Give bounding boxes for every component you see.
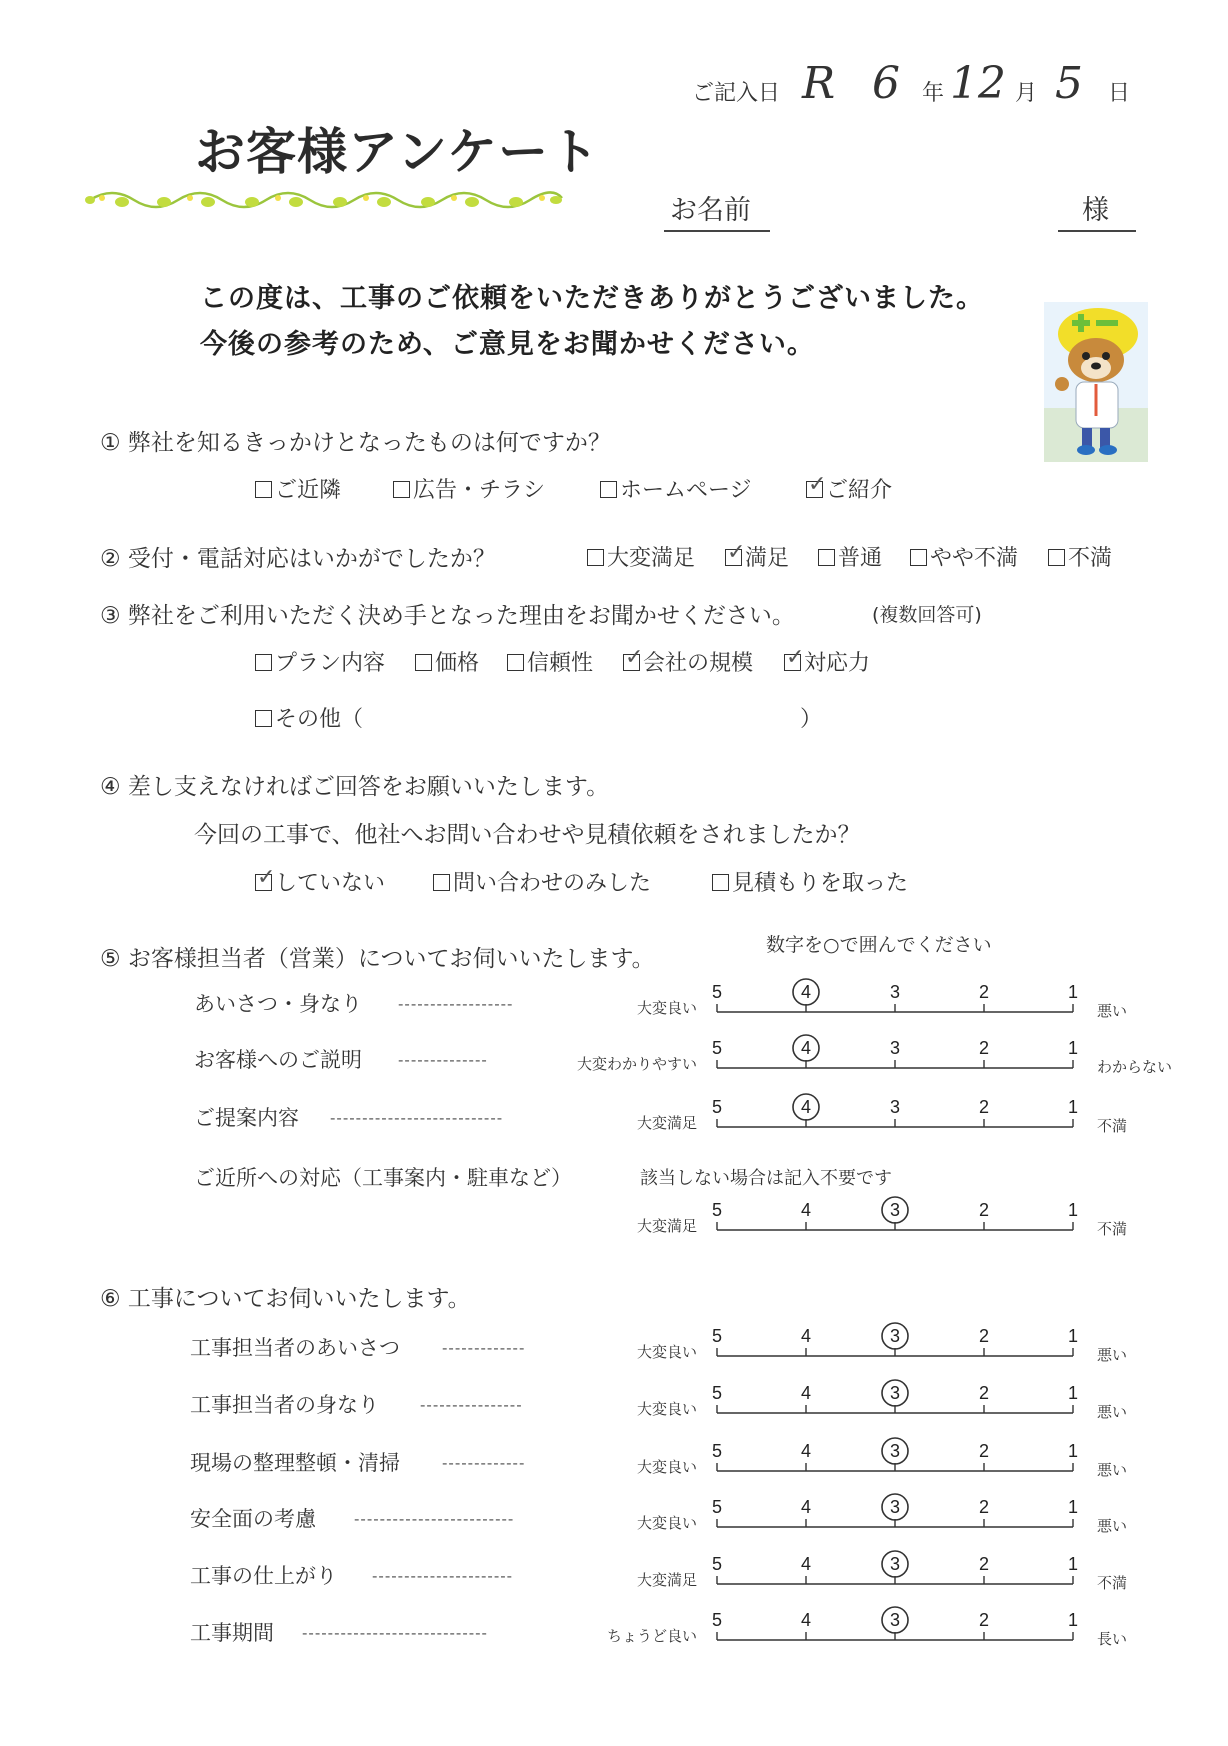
q6-question: ⑥ 工事についてお伺いいたします。 xyxy=(100,1286,471,1312)
q4-subquestion: 今回の工事で、他社へお問い合わせや見積依頼をされましたか？ xyxy=(194,822,861,848)
date-day-value: 5 xyxy=(1055,58,1083,109)
q1-option-3[interactable]: ホームページ xyxy=(600,473,752,504)
page-title: お客様アンケート xyxy=(195,123,600,181)
scale-number: 1 xyxy=(1067,1497,1079,1517)
leader-dashes: ------------- xyxy=(442,1339,526,1357)
leader-dashes: ------------------------- xyxy=(354,1510,515,1528)
checkbox[interactable] xyxy=(712,874,729,891)
q5-extra-note: 該当しない場合は記入不要です xyxy=(640,1168,892,1189)
scale-left-label: 大変良い xyxy=(636,1400,697,1418)
scale-number: 2 xyxy=(978,1097,990,1117)
rating-item-label: 安全面の考慮 xyxy=(190,1507,316,1531)
scale-number: 3 xyxy=(889,1554,901,1574)
scale-number: 3 xyxy=(889,1497,901,1517)
checkbox[interactable] xyxy=(1048,549,1065,566)
q5-hint: 数字を○で囲んでください xyxy=(766,934,992,956)
scale-number: 4 xyxy=(800,1610,812,1630)
checkbox[interactable] xyxy=(600,481,617,498)
checkbox[interactable] xyxy=(910,549,927,566)
date-label: ご記入日 xyxy=(692,81,781,106)
scale-right-label: 悪い xyxy=(1097,1403,1128,1421)
scale-number: 4 xyxy=(800,1554,812,1574)
q3-note: (複数回答可) xyxy=(872,604,982,626)
rating-scale xyxy=(702,1373,1088,1423)
scale-number: 4 xyxy=(800,1097,812,1117)
checkbox-checked[interactable] xyxy=(784,645,805,671)
scale-left-label: ちょうど良い xyxy=(606,1627,697,1645)
scale-number: 5 xyxy=(711,1383,723,1403)
checkbox-checked[interactable] xyxy=(806,472,827,498)
checkbox[interactable] xyxy=(255,654,272,671)
q4-option-2[interactable]: 問い合わせのみした xyxy=(433,866,651,897)
day-label: 日 xyxy=(1108,81,1131,106)
scale-number: 1 xyxy=(1067,1383,1079,1403)
scale-number: 2 xyxy=(978,982,990,1002)
checkbox[interactable] xyxy=(415,654,432,671)
scale-number: 3 xyxy=(889,1610,901,1630)
rating-item-label: お客様へのご説明 xyxy=(194,1048,362,1072)
rating-scale xyxy=(702,1190,1088,1240)
name-suffix: 様 xyxy=(1082,195,1109,226)
leader-dashes: -------------- xyxy=(398,1051,488,1069)
scale-number: 1 xyxy=(1067,1441,1079,1461)
rating-item-label: ご提案内容 xyxy=(194,1106,299,1130)
scale-number: 5 xyxy=(711,1497,723,1517)
vine-decoration xyxy=(82,180,572,220)
q4-question: ④ 差し支えなければご回答をお願いいたします。 xyxy=(100,774,610,800)
checkbox[interactable] xyxy=(587,549,604,566)
leader-dashes: ---------------------- xyxy=(372,1567,514,1585)
scale-number: 3 xyxy=(889,982,901,1002)
q2-question: ② 受付・電話対応はいかがでしたか？ xyxy=(100,546,496,572)
scale-right-label: 不満 xyxy=(1097,1117,1128,1135)
scale-number: 5 xyxy=(711,982,723,1002)
rating-scale xyxy=(702,972,1088,1022)
checkbox[interactable] xyxy=(255,481,272,498)
scale-right-label: 悪い xyxy=(1097,1517,1128,1535)
rating-scale xyxy=(702,1487,1088,1537)
q1-question: ① 弊社を知るきっかけとなったものは何ですか？ xyxy=(100,430,611,456)
scale-left-label: 大変満足 xyxy=(636,1217,697,1235)
scale-number: 3 xyxy=(889,1038,901,1058)
scale-left-label: 大変良い xyxy=(636,1458,697,1476)
scale-number: 5 xyxy=(711,1610,723,1630)
scale-number: 2 xyxy=(978,1038,990,1058)
checkbox[interactable] xyxy=(255,710,272,727)
q3-option-4[interactable]: ✓ 会社の規模 xyxy=(625,645,754,676)
leader-dashes: ---------------- xyxy=(420,1396,523,1414)
scale-number: 5 xyxy=(711,1441,723,1461)
scale-right-label: 不満 xyxy=(1097,1220,1128,1238)
scale-number: 3 xyxy=(889,1097,901,1117)
scale-left-label: 大変良い xyxy=(636,1514,697,1532)
scale-number: 3 xyxy=(889,1326,901,1346)
q1-option-1[interactable]: ご近隣 xyxy=(255,473,341,504)
checkbox[interactable] xyxy=(507,654,524,671)
checkbox[interactable] xyxy=(818,549,835,566)
check-mark-icon: ✓ xyxy=(808,472,827,497)
scale-number: 1 xyxy=(1067,1097,1079,1117)
q1-option-2[interactable]: 広告・チラシ xyxy=(393,473,545,504)
check-mark-icon: ✓ xyxy=(786,645,805,670)
scale-left-label: 大変満足 xyxy=(636,1114,697,1132)
scale-number: 5 xyxy=(711,1097,723,1117)
rating-item-label: あいさつ・身なり xyxy=(194,992,362,1016)
scale-number: 5 xyxy=(711,1554,723,1574)
scale-number: 2 xyxy=(978,1441,990,1461)
scale-number: 4 xyxy=(800,982,812,1002)
scale-number: 2 xyxy=(978,1554,990,1574)
q2-option-1[interactable]: 大変満足 xyxy=(587,541,695,572)
check-mark-icon: ✓ xyxy=(625,645,644,670)
q4-option-1[interactable]: ✓ していない xyxy=(257,865,386,896)
date-era-value: R xyxy=(802,58,836,109)
scale-number: 1 xyxy=(1067,1326,1079,1346)
rating-item-label: 工事担当者のあいさつ xyxy=(190,1336,400,1360)
year-label: 年 xyxy=(922,81,945,106)
scale-number: 1 xyxy=(1067,1200,1079,1220)
scale-number: 4 xyxy=(800,1038,812,1058)
rating-scale xyxy=(702,1431,1088,1481)
scale-number: 1 xyxy=(1067,1038,1079,1058)
scale-number: 1 xyxy=(1067,1610,1079,1630)
rating-scale xyxy=(702,1087,1088,1137)
q3-option-3[interactable]: 信頼性 xyxy=(507,646,593,677)
rating-scale xyxy=(702,1600,1088,1650)
checkbox-checked[interactable] xyxy=(255,865,276,891)
name-label: お名前 xyxy=(670,195,751,226)
scale-number: 4 xyxy=(800,1383,812,1403)
scale-number: 3 xyxy=(889,1441,901,1461)
q2-option-5[interactable]: 不満 xyxy=(1048,541,1112,572)
scale-number: 2 xyxy=(978,1326,990,1346)
intro-line-1: この度は、工事のご依頼をいただきありがとうございました。 xyxy=(200,283,984,314)
month-label: 月 xyxy=(1015,81,1038,106)
scale-number: 2 xyxy=(978,1610,990,1630)
leader-dashes: ------------- xyxy=(442,1454,526,1472)
scale-number: 2 xyxy=(978,1497,990,1517)
scale-right-label: 悪い xyxy=(1097,1346,1128,1364)
scale-number: 1 xyxy=(1067,982,1079,1002)
q3-option-1[interactable]: プラン内容 xyxy=(255,646,385,677)
q3-option-other[interactable]: その他（ xyxy=(255,702,363,733)
leader-dashes: ------------------ xyxy=(398,995,514,1013)
checkbox[interactable] xyxy=(433,874,450,891)
rating-scale xyxy=(702,1544,1088,1594)
q3-other-close: ） xyxy=(800,707,823,732)
name-suffix-underline xyxy=(1058,230,1136,232)
scale-right-label: わからない xyxy=(1097,1058,1173,1076)
scale-number: 1 xyxy=(1067,1554,1079,1574)
q2-option-3[interactable]: 普通 xyxy=(818,541,882,572)
scale-number: 3 xyxy=(889,1383,901,1403)
q3-question: ③ 弊社をご利用いただく決め手となった理由をお聞かせください。 xyxy=(100,603,795,629)
scale-right-label: 悪い xyxy=(1097,1461,1128,1479)
scale-left-label: 大変満足 xyxy=(636,1571,697,1589)
rating-scale xyxy=(702,1028,1088,1078)
name-underline xyxy=(664,230,770,232)
rating-scale xyxy=(702,1316,1088,1366)
scale-number: 5 xyxy=(711,1326,723,1346)
mascot-dog-icon xyxy=(1040,298,1152,466)
scale-number: 4 xyxy=(800,1200,812,1220)
q2-option-4[interactable]: やや不満 xyxy=(910,541,1018,572)
q1-option-4[interactable]: ✓ ご紹介 xyxy=(808,472,893,503)
scale-left-label: 大変良い xyxy=(636,999,697,1017)
scale-number: 3 xyxy=(889,1200,901,1220)
scale-right-label: 悪い xyxy=(1097,1002,1128,1020)
checkbox-checked[interactable] xyxy=(725,540,746,566)
rating-item-label: 工事の仕上がり xyxy=(190,1564,337,1588)
leader-dashes: --------------------------- xyxy=(330,1109,504,1127)
rating-item-label: 現場の整理整頓・清掃 xyxy=(190,1451,400,1475)
scale-number: 5 xyxy=(711,1038,723,1058)
date-month-value: 12 xyxy=(950,58,1006,109)
checkbox-checked[interactable] xyxy=(623,645,644,671)
check-mark-icon: ✓ xyxy=(727,540,746,565)
scale-number: 5 xyxy=(711,1200,723,1220)
check-mark-icon: ✓ xyxy=(257,865,276,890)
checkbox[interactable] xyxy=(393,481,410,498)
q4-option-3[interactable]: 見積もりを取った xyxy=(712,866,908,897)
intro-line-2: 今後の参考のため、ご意見をお聞かせください。 xyxy=(200,329,815,360)
scale-left-label: 大変良い xyxy=(636,1343,697,1361)
scale-number: 4 xyxy=(800,1326,812,1346)
scale-left-label: 大変わかりやすい xyxy=(576,1055,697,1073)
q5-question: ⑤ お客様担当者（営業）についてお伺いいたします。 xyxy=(100,946,655,972)
scale-number: 4 xyxy=(800,1497,812,1517)
q3-option-2[interactable]: 価格 xyxy=(415,646,479,677)
q3-option-5[interactable]: ✓ 対応力 xyxy=(786,645,871,676)
rating-item-label: 工事担当者の身なり xyxy=(190,1393,379,1417)
date-year-value: 6 xyxy=(872,58,900,109)
scale-number: 4 xyxy=(800,1441,812,1461)
scale-right-label: 長い xyxy=(1097,1630,1128,1648)
scale-number: 2 xyxy=(978,1200,990,1220)
scale-right-label: 不満 xyxy=(1097,1574,1128,1592)
q2-option-2[interactable]: ✓ 満足 xyxy=(727,540,790,571)
leader-dashes: ----------------------------- xyxy=(302,1624,488,1642)
scale-number: 2 xyxy=(978,1383,990,1403)
q5-extra-label: ご近所への対応（工事案内・駐車など） xyxy=(194,1166,572,1190)
rating-item-label: 工事期間 xyxy=(190,1621,274,1645)
